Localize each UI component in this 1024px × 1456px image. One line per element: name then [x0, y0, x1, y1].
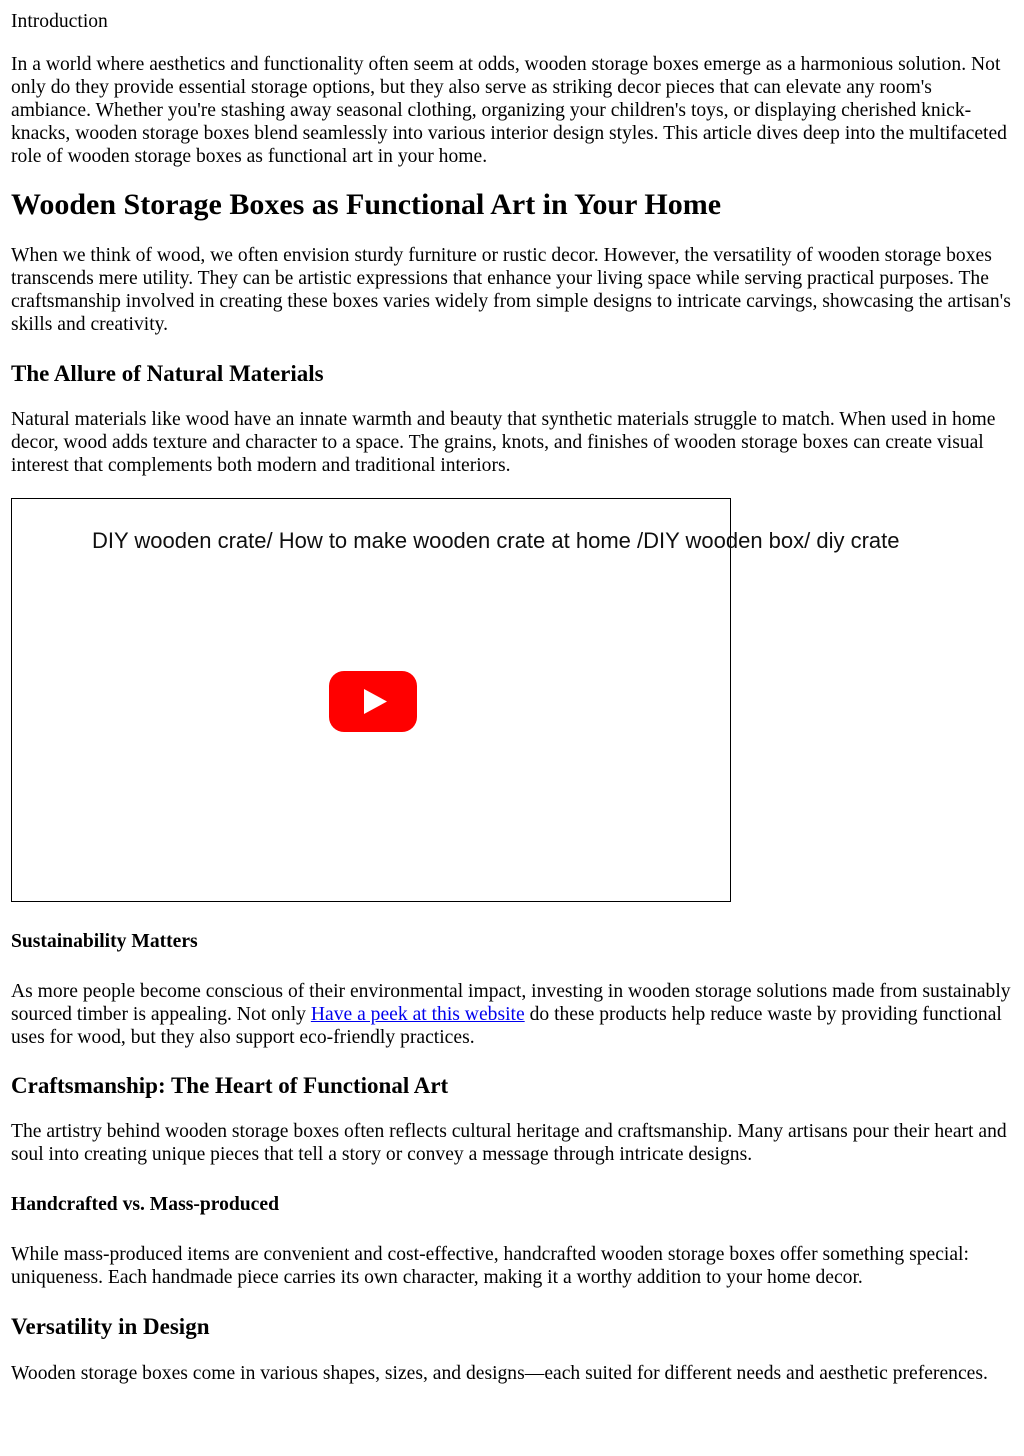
youtube-play-icon[interactable] [329, 671, 417, 732]
embedded-video[interactable] [11, 498, 900, 902]
website-link[interactable]: Have a peek at this website [310, 1004, 525, 1025]
craftsmanship-paragraph: The artistry behind wooden storage boxes often reflects cultural heritage and craftsmanship. Many artisans pour their heart and soul into creating unique pieces that tell a story or convey a message through intricate designs. [11, 1121, 1007, 1165]
main-paragraph: When we think of wood, we often envision sturdy furniture or rustic decor. However, the versatility of wooden storage boxes transcends mere utility. They can be artistic expressions that enhance your living space while serving practical purposes. The craftsmanship involved in creating these boxes varies widely from simple designs to intricate carvings, showcasing the artisan's skills and creativity. [11, 245, 1011, 335]
craftsmanship-heading: Craftsmanship: The Heart of Functional Art [11, 1073, 449, 1098]
sustainability-text-after: do these products help reduce waste by providing functional uses for wood, but they also support eco-friendly practices. [11, 1004, 1002, 1048]
video-title[interactable]: DIY wooden crate/ How to make wooden crate at home /DIY wooden box/ diy crate [92, 528, 900, 553]
sustainability-text-before: As more people become conscious of their environmental impact, investing in wooden storage solutions made from sustainably sourced timber is appealing. Not only [11, 981, 1011, 1025]
allure-paragraph: Natural materials like wood have an innate warmth and beauty that synthetic materials struggle to match. When used in home decor, wood adds texture and character to a space. The grains, knots, and finishes of wooden storage boxes can create visual interest that complements both modern and traditional interiors. [11, 409, 996, 476]
intro-label: Introduction [11, 11, 108, 32]
intro-paragraph: In a world where aesthetics and functionality often seem at odds, wooden storage boxes emerge as a harmonious solution. Not only do they provide essential storage options, but they also serve as striking decor pieces that can elevate any room's ambiance. Whether you're stashing away seasonal clothing, organizing your children's toys, or displaying cherished knick-knacks, wooden storage boxes blend seamlessly into various interior design styles. This article dives deep into the multifaceted role of wooden storage boxes as functional art in your home. [11, 54, 1007, 167]
handcrafted-heading: Handcrafted vs. Mass-produced [11, 1194, 279, 1215]
sustainability-heading: Sustainability Matters [11, 931, 198, 952]
allure-heading: The Allure of Natural Materials [11, 361, 324, 386]
versatility-paragraph: Wooden storage boxes come in various shapes, sizes, and designs—each suited for different needs and aesthetic preferences. [11, 1363, 988, 1384]
handcrafted-paragraph: While mass-produced items are convenient and cost-effective, handcrafted wooden storage boxes offer something special: uniqueness. Each handmade piece carries its own character, making it a worthy addition to your home decor. [11, 1244, 969, 1288]
article [0, 10, 1024, 1385]
main-heading: Wooden Storage Boxes as Functional Art in Your Home [11, 188, 722, 221]
sustainability-paragraph [11, 980, 1013, 1049]
versatility-heading: Versatility in Design [11, 1314, 210, 1339]
